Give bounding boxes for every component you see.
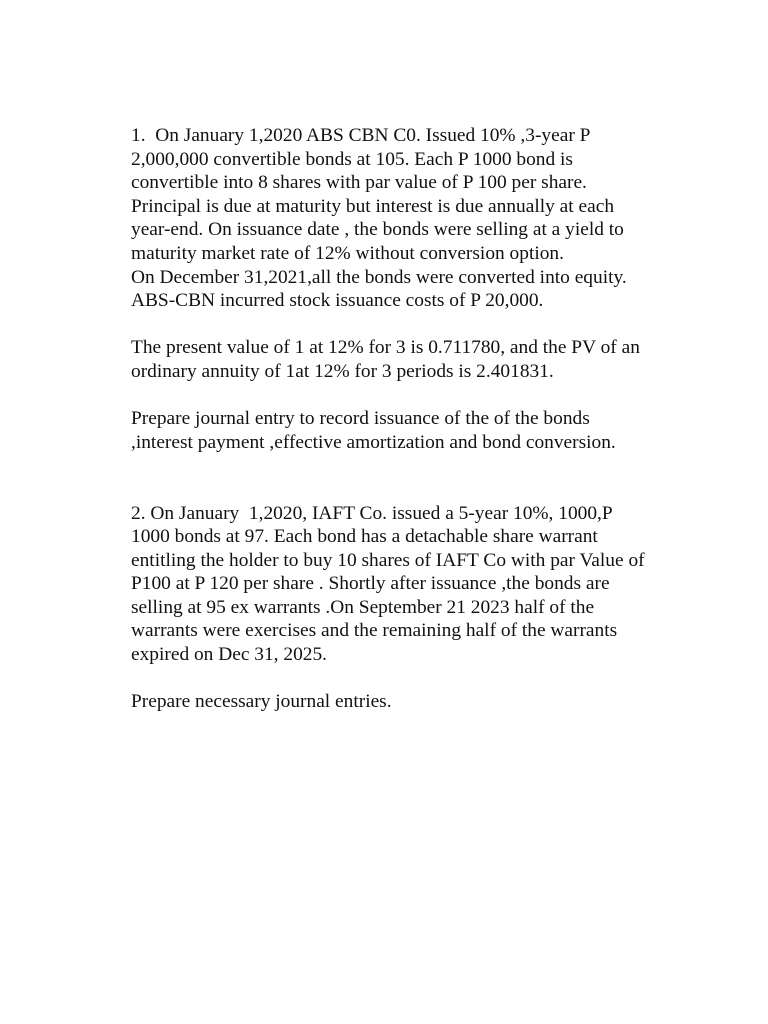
spacer [131,454,651,501]
spacer [131,384,651,408]
question-2-statement: 2. On January 1,2020, IAFT Co. issued a 5-year 10%, 1000,P 1000 bonds at 97. Each bond has a detachable share warrant entitling the holder to buy 10 shares of IAFT Co with par Value of P100 at P 120 per share . Shortly after issuance ,the bonds are selling at 95 ex warrants .On September 21 2023 half of the warrants were exercises and the remaining half of the warrants expired on Dec 31, 2025. [131,502,650,666]
question-1-instruction: Prepare journal entry to record issuance of the of the bonds ,interest payment ,effective amortization and bond conversion. [131,408,616,453]
question-2-instruction: Prepare necessary journal entries. [131,691,392,713]
question-1-conversion: On December 31,2021,all the bonds were converted into equity. ABS-CBN incurred stock issuance costs of P 20,000. [131,266,631,312]
document-body [131,124,651,714]
spacer [131,313,651,337]
spacer [131,667,651,691]
question-1-statement: 1. On January 1,2020 ABS CBN C0. Issued 10% ,3-year P 2,000,000 convertible bonds at 105. Each P 1000 bond is convertible into 8 shares with par value of P 100 per share. Principal is due at maturity but interest is due annually at each year-end. On issuance date , the bonds were selling at a yield to maturity market rate of 12% without conversion option. [131,125,629,264]
question-1-present-values: The present value of 1 at 12% for 3 is 0.711780, and the PV of an ordinary annuity of 1at 12% for 3 periods is 2.401831. [131,337,645,382]
